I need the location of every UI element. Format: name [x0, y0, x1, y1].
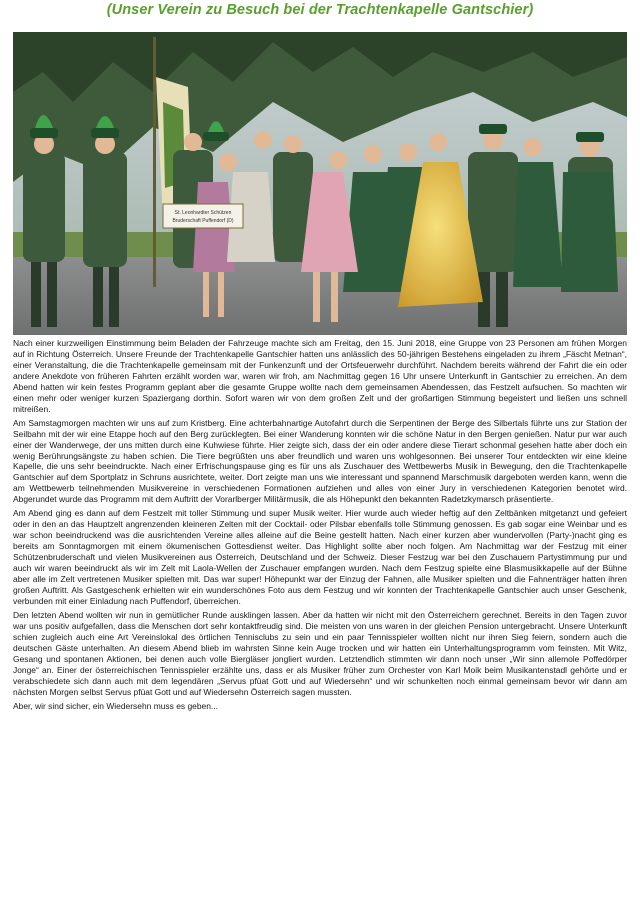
group-photo: [13, 32, 627, 335]
article-title: (Unser Verein zu Besuch bei der Trachtenkapelle Gantschier): [106, 2, 534, 18]
paragraph-1: Nach einer kurzweiligen Einstimmung beim Beladen der Fahrzeuge machte sich am Freitag, den 15. Juni 2018, eine Gruppe von 23 Personen am frühen Morgen auf in Richtung Österreich. Unsere Freunde der Trachtenkapelle Gantschier hatten uns anlässlich des 50-jährigen Bestehens eingeladen zu ihrem „Fäscht Metnan“, einer Veranstaltung, die die Trachtenkapelle gemeinsam mit der Funkenzunft und der Ortsfeuerwehr durchführt. Nachdem bereits während der Fahrt die ein oder andere Anekdote von früheren Fahrten erzählt worden war, waren wir froh, am Nachmittag gegen 16 Uhr unsere Unterkunft in Gantschier zu erreichen. An dem Abend hatten wir kein festes Programm geplant aber die gesamte Gruppe wollte nach dem gemeinsamen Abendessen, das Festzelt aufsuchen. So machten wir einen mehr oder weniger kurzen Spaziergang dorthin. Sofort waren wir von dem großen Zelt und der großartigen Stimmung begeistert und ließen uns schnell mitreißen.: [13, 338, 627, 414]
paragraph-5: Aber, wir sind sicher, ein Wiedersehn muss es geben...: [13, 700, 218, 711]
svg-text:Bruderschaft Puffendorf (D): Bruderschaft Puffendorf (D): [172, 218, 234, 224]
article-body: [13, 338, 627, 714]
svg-text:St. Leonhardter Schützen: St. Leonhardter Schützen: [174, 210, 232, 216]
paragraph-2: Am Samstagmorgen machten wir uns auf zum Kristberg. Eine achterbahnartige Autofahrt durch die Serpentinen der Berge des Silbertals führte uns zur Station der Seilbahn mit der wir eine Etappe hoch auf den Berg zurücklegten. Bei einer Wanderung konnten wir die schöne Natur in den Bergen genießen. Natur pur war auch einer der Wanderwege, der uns mitten durch eine Kuhwiese führte. Hier zeigte sich, dass der ein oder andere diese Tierart schonmal gesehen hatte aber doch ein wenig Berührungsängste zu haben schien. Die Tiere begrüßten uns aber freundlich und waren uns wohlgesonnen. Bei unserer Tour entdeckten wir eine kleine Kapelle, die uns sehr beeindruckte. Nach einer Erfrischungspause ging es für uns als Zuschauer des Wettbewerbs Musik in Bewegung, den die Trachtenkapelle Gantschier auf dem Sportplatz in Schruns ausrichtete, weiter. Dort zeigte man uns wie interessant und spannend Marschmusik dargeboten werden kann, wenn die am Wettbewerb teilnehmenden Musikvereine in verschiedenen Formationen aufziehen und alles von einer Jury in verschiedenen Kategorien benotet wird. Abgerundet wurde das Programm mit dem Auftritt der Vorarlberger Militärmusik, die als Höhepunkt den bekannten Radetzkymarsch präsentierte.: [13, 417, 627, 505]
paragraph-3: Am Abend ging es dann auf dem Festzelt mit toller Stimmung und super Musik weiter. Hier wurde auch wieder heftig auf den Zeltbänken mitgetanzt und gefeiert oder in den an das Hauptzelt angrenzenden kleineren Zelten mit der Cocktail- oder Pilsbar ebenfalls tolle Stimmung genossen. Es gab sogar eine Weinbar und es war schon beeindruckend was die ausrichtenden Vereine alles alleine auf die Beine gestellt hatten. Nach einer kurzen aber wundervollen (Party-)nacht ging es bereits am Sonntagmorgen mit einem ökumenischen Gottesdienst weiter. Das Highlight sollte aber noch folgen. Am Nachmittag war der Festzug mit einer Schützenbruderschaft und vielen Musikvereinen aus Österreich, Deutschland und der Schweiz. Dieser Festzug war bei den Zuschauern Partystimmung pur und auch wir waren beeindruckt als wir im Zelt mit Laola-Wellen der Zuschauer empfangen wurden. Nach dem Festzug spielte eine Blasmusikkapelle auf der Bühne aber alle im Zelt vertretenen Musiker spielten mit. Das war super! Höhepunkt war der Einzug der Fahnen, alle Musiker spielten und die Fahnenträger hatten ihren großen Auftritt. Als Gastgeschenk erhielten wir ein wunderschönes Foto aus dem Festzug und wir konnten der Trachtenkapelle Gantschier auch unser Geschenk, verbunden mit einer Einladung nach Puffendorf, überreichen.: [13, 508, 627, 606]
paragraph-4: Den letzten Abend wollten wir nun in gemütlicher Runde ausklingen lassen. Aber da hatten wir nicht mit den Österreichern gerechnet. Bereits in den Tagen zuvor war uns positiv aufgefallen, dass die Menschen dort sehr kontaktfreudig sind. Die meisten von uns waren in der gleichen Pension untergebracht. Unsere Unterkunft schien zugleich auch eine Art Vereinslokal des örtlichen Tennisclubs zu sein und ein paar Tennisspieler wollten nicht nur ihren Sieg feiern, sondern auch die deutschen Gäste unterhalten. An diesem Abend blieb im wahrsten Sinne kein Auge trocken und wir hatten ein Unterhaltungsprogramm vom feinsten. Mit Witz, Gesang und spontanen Aktionen, bei denen auch volle Biergläser jongliert wurden. Letztendlich stimmten wir dann noch unser „Wir sinn allemole Poffedörper Jonge“ an. Einer der österreichischen Tennisspieler erzählte uns, dass er als Musiker früher zum Orchester von Karl Moik beim Musikantenstadl gehörte und er verabschiedete sich dann auch mit dem legendären „Servus pfüat Gott und auf Wiedersehn“ und wir schunkelten noch einmal gemeinsam bevor wir dann am nächsten Morgen selbst Servus pfüat Gott und auf Wiedersehn Österreich sagen mussten.: [13, 609, 627, 697]
